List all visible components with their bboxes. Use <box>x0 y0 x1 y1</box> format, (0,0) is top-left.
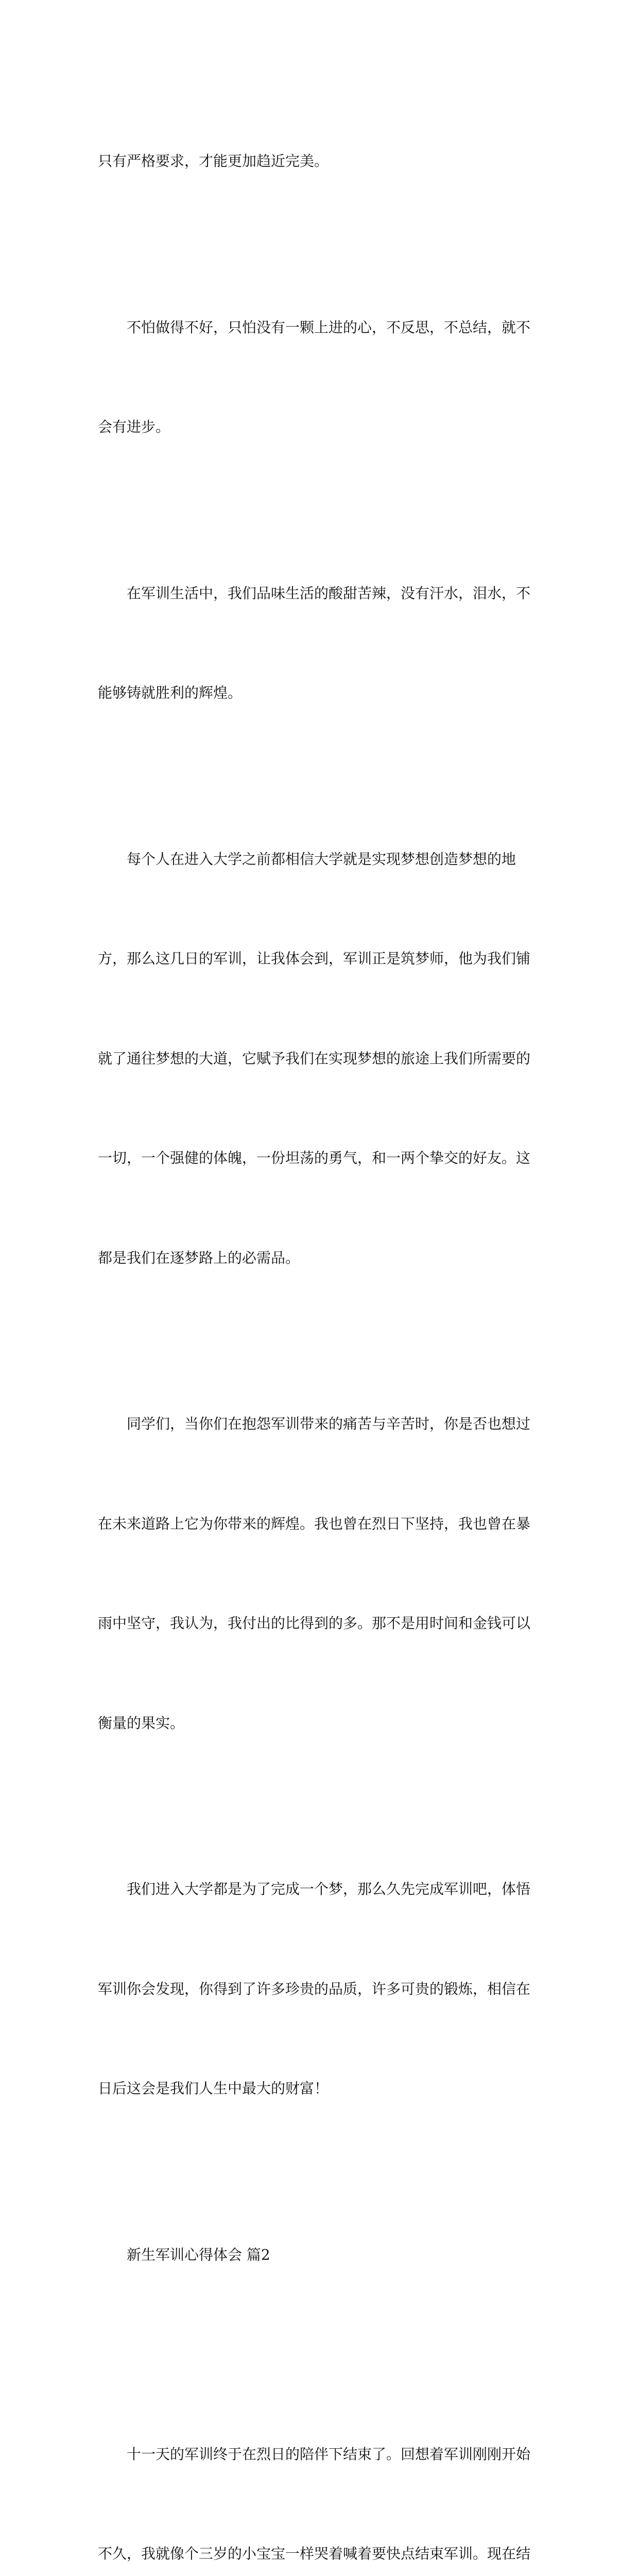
paragraph-6 <box>98 1806 544 2172</box>
text-line: 在未来道路上它为你带来的辉煌。我也曾在烈日下坚持，我也曾在暴 <box>98 1507 544 1541</box>
text-line: 在军训生活中，我们品味生活的酸甜苦辣，没有汗水，泪水，不 <box>98 577 544 611</box>
paragraph-1 <box>98 78 544 245</box>
paragraph-7 <box>98 2371 544 2576</box>
text-line: 会有进步。 <box>98 411 544 444</box>
paragraph-4 <box>98 776 544 1342</box>
text-line: 我们进入大学都是为了完成一个梦，那么久先完成军训吧，体悟 <box>98 1873 544 1906</box>
text-line: 能够铸就胜利的辉煌。 <box>98 676 544 710</box>
paragraph-5 <box>98 1341 544 1806</box>
text-line: 方，那么这几日的军训，让我体会到，军训正是筑梦师，他为我们铺 <box>98 942 544 976</box>
text-line: 衡量的果实。 <box>98 1707 544 1740</box>
section-heading-text: 新生军训心得体会 篇2 <box>98 2239 544 2272</box>
text-line: 雨中坚守，我认为，我付出的比得到的多。那不是用时间和金钱可以 <box>98 1607 544 1640</box>
text-line: 都是我们在逐梦路上的必需品。 <box>98 1242 544 1275</box>
document-page <box>0 0 639 904</box>
text-line: 一切，一个强健的体魄，一份坦荡的勇气，和一两个挚交的好友。这 <box>98 1142 544 1175</box>
text-line: 十一天的军训终于在烈日的陪伴下结束了。回想着军训刚刚开始 <box>98 2438 544 2471</box>
document-body <box>98 78 544 2576</box>
text-line: 日后这会是我们人生中最大的财富！ <box>98 2072 544 2106</box>
text-line: 就了通往梦想的大道，它赋予我们在实现梦想的旅途上我们所需要的 <box>98 1042 544 1076</box>
text-line: 每个人在进入大学之前都相信大学就是实现梦想创造梦想的地 <box>98 843 544 876</box>
text-line: 不久，我就像个三岁的小宝宝一样哭着喊着要快点结束军训。现在结 <box>98 2537 544 2571</box>
paragraph-2 <box>98 245 544 511</box>
paragraph-3 <box>98 511 544 776</box>
text-line: 军训你会发现，你得到了许多珍贵的品质，许多可贵的锻炼，相信在 <box>98 1973 544 2006</box>
section-heading <box>98 2172 544 2338</box>
text-line: 不怕做得不好，只怕没有一颗上进的心，不反思，不总结，就不 <box>98 311 544 345</box>
text-line: 同学们，当你们在抱怨军训带来的痛苦与辛苦时，你是否也想过 <box>98 1408 544 1441</box>
text-line: 只有严格要求，才能更加趋近完美。 <box>98 145 544 178</box>
